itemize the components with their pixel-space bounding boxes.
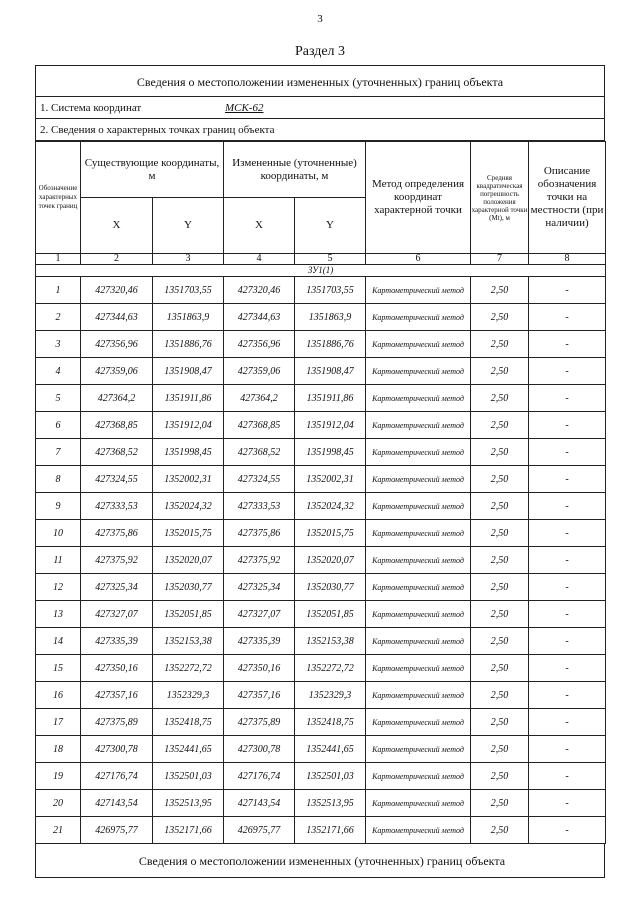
cell-changed-x: 427325,34 [224,574,295,601]
table-row [36,601,606,628]
table-row [36,304,606,331]
cell-changed-y: 1352015,75 [295,520,366,547]
cell-existing-y: 1352002,31 [153,466,224,493]
cell-method: Картометрический метод [366,331,471,358]
cell-point-number: 6 [36,412,81,439]
table-row [36,817,606,844]
table-row [36,655,606,682]
cell-method: Картометрический метод [366,655,471,682]
cell-existing-x: 427350,16 [81,655,153,682]
cell-description: - [529,547,606,574]
table-row [36,682,606,709]
column-number: 7 [471,254,529,265]
cell-changed-y: 1352441,65 [295,736,366,763]
cell-mean-error: 2,50 [471,790,529,817]
cell-existing-x: 427320,46 [81,277,153,304]
header-mean-error: Средняя квадратическая погрешность положения характерной точки (Мt), м [471,142,529,254]
cell-mean-error: 2,50 [471,331,529,358]
column-number: 5 [295,254,366,265]
cell-point-number: 9 [36,493,81,520]
cell-point-number: 20 [36,790,81,817]
cell-point-number: 7 [36,439,81,466]
cell-mean-error: 2,50 [471,655,529,682]
cell-changed-y: 1352329,3 [295,682,366,709]
cell-changed-x: 427320,46 [224,277,295,304]
cell-method: Картометрический метод [366,493,471,520]
column-number: 3 [153,254,224,265]
cell-method: Картометрический метод [366,574,471,601]
section-title: Раздел 3 [294,44,346,59]
points-heading: 2. Сведения о характерных точках границ объекта [35,119,605,141]
cell-description: - [529,817,606,844]
cell-existing-x: 427375,89 [81,709,153,736]
cell-changed-y: 1351911,86 [295,385,366,412]
cell-existing-y: 1351886,76 [153,331,224,358]
column-number: 1 [36,254,81,265]
cell-changed-x: 427335,39 [224,628,295,655]
cell-description: - [529,466,606,493]
cell-changed-x: 427324,55 [224,466,295,493]
header-method: Метод определения координат характерной точки [366,142,471,254]
cell-changed-y: 1352501,03 [295,763,366,790]
table-row [36,574,606,601]
cell-method: Картометрический метод [366,466,471,493]
header-x-existing: X [81,198,153,254]
cell-existing-y: 1352030,77 [153,574,224,601]
cell-existing-x: 427368,85 [81,412,153,439]
cell-existing-y: 1352272,72 [153,655,224,682]
cell-changed-x: 427344,63 [224,304,295,331]
cell-changed-x: 427375,86 [224,520,295,547]
cell-point-number: 13 [36,601,81,628]
cell-point-number: 16 [36,682,81,709]
cell-changed-y: 1352051,85 [295,601,366,628]
coord-system-label: 1. Система координат [40,102,142,114]
cell-method: Картометрический метод [366,817,471,844]
cell-method: Картометрический метод [366,520,471,547]
column-number-row [36,254,606,265]
cell-method: Картометрический метод [366,601,471,628]
cell-mean-error: 2,50 [471,358,529,385]
coord-system-row [35,97,605,119]
table-row [36,790,606,817]
cell-method: Картометрический метод [366,628,471,655]
cell-point-number: 1 [36,277,81,304]
cell-description: - [529,655,606,682]
cell-point-number: 5 [36,385,81,412]
cell-changed-y: 1351886,76 [295,331,366,358]
cell-description: - [529,763,606,790]
cell-existing-y: 1351908,47 [153,358,224,385]
points-table [35,141,606,844]
header-existing-coords: Существующие координаты, м [81,142,224,198]
table-row [36,493,606,520]
cell-changed-y: 1351863,9 [295,304,366,331]
cell-description: - [529,412,606,439]
cell-mean-error: 2,50 [471,493,529,520]
cell-mean-error: 2,50 [471,763,529,790]
cell-method: Картометрический метод [366,547,471,574]
cell-existing-x: 427300,78 [81,736,153,763]
cell-method: Картометрический метод [366,763,471,790]
cell-method: Картометрический метод [366,277,471,304]
cell-mean-error: 2,50 [471,736,529,763]
cell-existing-y: 1351998,45 [153,439,224,466]
cell-changed-x: 427375,89 [224,709,295,736]
cell-method: Картометрический метод [366,358,471,385]
cell-mean-error: 2,50 [471,682,529,709]
cell-existing-x: 427356,96 [81,331,153,358]
cell-point-number: 4 [36,358,81,385]
cell-existing-x: 427325,34 [81,574,153,601]
cell-method: Картометрический метод [366,385,471,412]
cell-description: - [529,331,606,358]
cell-description: - [529,304,606,331]
cell-existing-x: 427375,92 [81,547,153,574]
cell-description: - [529,682,606,709]
header-changed-coords: Измененные (уточненные) координаты, м [224,142,366,198]
cell-changed-y: 1352024,32 [295,493,366,520]
cell-changed-y: 1352030,77 [295,574,366,601]
cell-mean-error: 2,50 [471,709,529,736]
cell-description: - [529,493,606,520]
cell-mean-error: 2,50 [471,601,529,628]
cell-point-number: 3 [36,331,81,358]
cell-changed-x: 427368,52 [224,439,295,466]
cell-existing-x: 427143,54 [81,790,153,817]
column-number: 8 [529,254,606,265]
table-row [36,385,606,412]
header-y-changed: Y [295,198,366,254]
table-row [36,763,606,790]
cell-point-number: 18 [36,736,81,763]
cell-mean-error: 2,50 [471,439,529,466]
cell-point-number: 10 [36,520,81,547]
cell-existing-x: 427344,63 [81,304,153,331]
cell-existing-y: 1352153,38 [153,628,224,655]
header-point-designation: Обозначение характерных точек границ [36,142,81,254]
cell-changed-x: 427300,78 [224,736,295,763]
cell-changed-x: 427176,74 [224,763,295,790]
cell-description: - [529,709,606,736]
cell-existing-y: 1351911,86 [153,385,224,412]
cell-changed-y: 1352418,75 [295,709,366,736]
cell-changed-y: 1351703,55 [295,277,366,304]
cell-description: - [529,520,606,547]
cell-description: - [529,439,606,466]
cell-mean-error: 2,50 [471,412,529,439]
table-row [36,466,606,493]
header-x-changed: X [224,198,295,254]
cell-existing-x: 427324,55 [81,466,153,493]
cell-changed-x: 427368,85 [224,412,295,439]
cell-method: Картометрический метод [366,304,471,331]
cell-changed-y: 1352272,72 [295,655,366,682]
cell-description: - [529,628,606,655]
cell-mean-error: 2,50 [471,385,529,412]
footer-title: Сведения о местоположении измененных (уточненных) границ объекта [35,844,605,878]
table-row [36,439,606,466]
page-number: 3 [317,13,323,25]
points-body [36,277,606,844]
cell-method: Картометрический метод [366,682,471,709]
table-row [36,736,606,763]
table-row [36,412,606,439]
cell-changed-y: 1352171,66 [295,817,366,844]
zu-label: ЗУ1(1) [36,265,606,277]
header-description: Описание обозначения точки на местности (при наличии) [529,142,606,254]
table-row [36,358,606,385]
cell-method: Картометрический метод [366,439,471,466]
cell-point-number: 17 [36,709,81,736]
cell-mean-error: 2,50 [471,574,529,601]
cell-changed-y: 1351912,04 [295,412,366,439]
table-row [36,520,606,547]
cell-existing-x: 426975,77 [81,817,153,844]
cell-existing-y: 1352020,07 [153,547,224,574]
cell-point-number: 12 [36,574,81,601]
cell-changed-y: 1351998,45 [295,439,366,466]
cell-existing-y: 1352051,85 [153,601,224,628]
cell-existing-y: 1351912,04 [153,412,224,439]
cell-mean-error: 2,50 [471,547,529,574]
cell-changed-x: 427364,2 [224,385,295,412]
cell-method: Картометрический метод [366,736,471,763]
cell-description: - [529,574,606,601]
cell-mean-error: 2,50 [471,628,529,655]
cell-existing-y: 1352329,3 [153,682,224,709]
cell-existing-y: 1352024,32 [153,493,224,520]
cell-changed-x: 426975,77 [224,817,295,844]
cell-changed-y: 1352020,07 [295,547,366,574]
cell-changed-x: 427327,07 [224,601,295,628]
cell-description: - [529,601,606,628]
cell-changed-y: 1351908,47 [295,358,366,385]
cell-point-number: 21 [36,817,81,844]
header-y-existing: Y [153,198,224,254]
cell-existing-x: 427364,2 [81,385,153,412]
cell-point-number: 2 [36,304,81,331]
cell-description: - [529,736,606,763]
cell-changed-x: 427356,96 [224,331,295,358]
cell-existing-y: 1352171,66 [153,817,224,844]
table-row [36,547,606,574]
cell-changed-x: 427333,53 [224,493,295,520]
cell-existing-y: 1352441,65 [153,736,224,763]
table-row [36,331,606,358]
cell-description: - [529,358,606,385]
cell-mean-error: 2,50 [471,304,529,331]
cell-method: Картометрический метод [366,709,471,736]
cell-description: - [529,277,606,304]
cell-method: Картометрический метод [366,412,471,439]
cell-description: - [529,385,606,412]
cell-changed-x: 427143,54 [224,790,295,817]
cell-method: Картометрический метод [366,790,471,817]
cell-existing-x: 427357,16 [81,682,153,709]
column-number: 4 [224,254,295,265]
cell-mean-error: 2,50 [471,817,529,844]
cell-existing-x: 427335,39 [81,628,153,655]
cell-existing-y: 1352418,75 [153,709,224,736]
cell-existing-x: 427375,86 [81,520,153,547]
cell-changed-x: 427350,16 [224,655,295,682]
table-title: Сведения о местоположении измененных (уточненных) границ объекта [35,65,605,97]
column-number: 2 [81,254,153,265]
table-row [36,709,606,736]
cell-changed-y: 1352002,31 [295,466,366,493]
boundary-table-frame [35,65,605,878]
cell-point-number: 19 [36,763,81,790]
cell-point-number: 15 [36,655,81,682]
table-row [36,628,606,655]
cell-point-number: 8 [36,466,81,493]
cell-changed-y: 1352153,38 [295,628,366,655]
cell-changed-x: 427359,06 [224,358,295,385]
cell-changed-x: 427357,16 [224,682,295,709]
cell-existing-x: 427368,52 [81,439,153,466]
cell-mean-error: 2,50 [471,520,529,547]
cell-mean-error: 2,50 [471,466,529,493]
cell-existing-y: 1352513,95 [153,790,224,817]
cell-changed-x: 427375,92 [224,547,295,574]
cell-existing-y: 1351703,55 [153,277,224,304]
cell-existing-y: 1351863,9 [153,304,224,331]
coord-system-value: МСК-62 [225,102,264,114]
cell-existing-y: 1352501,03 [153,763,224,790]
cell-changed-y: 1352513,95 [295,790,366,817]
cell-existing-x: 427327,07 [81,601,153,628]
cell-existing-x: 427359,06 [81,358,153,385]
cell-point-number: 11 [36,547,81,574]
cell-existing-x: 427176,74 [81,763,153,790]
zu-label-row [36,265,606,277]
cell-mean-error: 2,50 [471,277,529,304]
column-number: 6 [366,254,471,265]
cell-description: - [529,790,606,817]
cell-existing-x: 427333,53 [81,493,153,520]
cell-existing-y: 1352015,75 [153,520,224,547]
cell-point-number: 14 [36,628,81,655]
table-row [36,277,606,304]
